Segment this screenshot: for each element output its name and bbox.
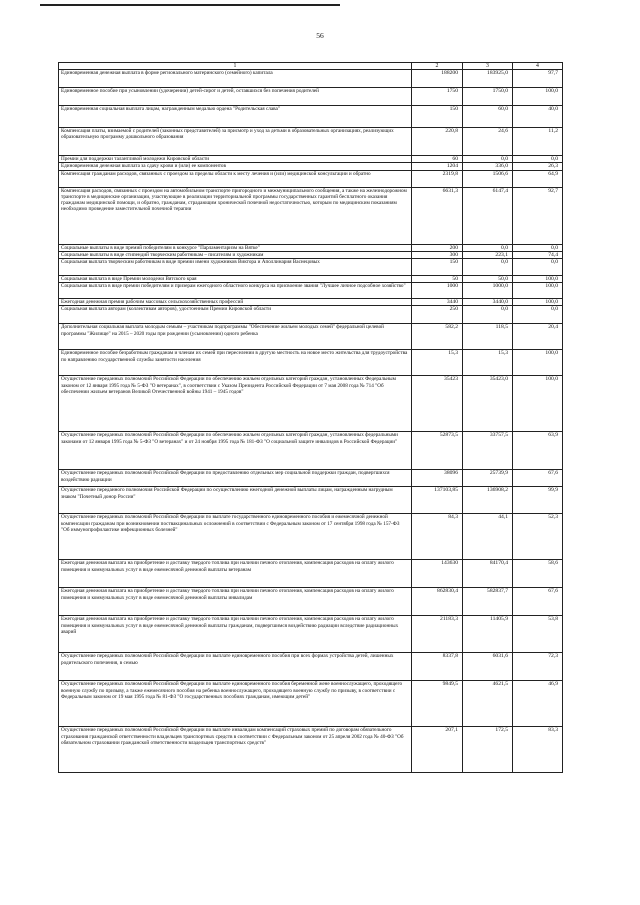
- row-percent-value: 100,0: [513, 283, 563, 299]
- table-row: [59, 727, 563, 773]
- table-row: [59, 299, 563, 306]
- row-actual-value: 44,1: [463, 514, 513, 560]
- row-description: Единовременная денежная выплата в форме регионального материнского (семейного) капитала: [59, 70, 412, 88]
- row-plan-value: 250: [412, 306, 463, 324]
- row-plan-value: 862830,4: [412, 588, 463, 616]
- table-row: [59, 156, 563, 163]
- row-percent-value: 67,6: [513, 470, 563, 487]
- row-percent-value: 92,7: [513, 187, 563, 244]
- row-percent-value: 100,0: [513, 276, 563, 283]
- row-actual-value: 50,0: [463, 276, 513, 283]
- table-row: [59, 324, 563, 350]
- row-actual-value: 0,0: [463, 259, 513, 276]
- table-row: [59, 70, 563, 88]
- row-plan-value: 150: [412, 106, 463, 128]
- row-percent-value: 100,0: [513, 88, 563, 106]
- row-actual-value: 33757,5: [463, 432, 513, 470]
- row-percent-value: 40,0: [513, 106, 563, 128]
- expenditure-table: [58, 62, 563, 773]
- row-plan-value: 9849,5: [412, 681, 463, 727]
- row-description: Единовременная денежная выплата за сдачу крови и (или) ее компонентов: [59, 163, 412, 170]
- row-plan-value: 220,8: [412, 128, 463, 156]
- row-percent-value: 72,3: [513, 653, 563, 681]
- row-description: Компенсация платы, взимаемой с родителей (законных представителей) за присмотр и уход за детьми в образовательных организациях, реализующих образовательную программу дошкольного образования: [59, 128, 412, 156]
- row-percent-value: 67,6: [513, 588, 563, 616]
- row-description: Осуществление переданного полномочия Российской Федерации по осуществлению ежегодной денежной выплаты лицам, награжденным нагрудным знаком "Почетный донор России": [59, 487, 412, 514]
- row-description: Осуществление переданных полномочий Российской Федерации по выплате единовременного пособия при всех формах устройства детей, лишенных родительского попечения, в семью: [59, 653, 412, 681]
- table-row: [59, 653, 563, 681]
- report-sheet: [58, 62, 562, 773]
- row-actual-value: 4621,5: [463, 681, 513, 727]
- row-description: Социальная выплата в виде премии победителям и призерам ежегодного областного конкурса на присвоение звания "Лучшее личное подсобное хозяйство": [59, 283, 412, 299]
- row-percent-value: 53,8: [513, 616, 563, 653]
- table-row: [59, 350, 563, 376]
- row-plan-value: 207,1: [412, 727, 463, 773]
- row-description: Дополнительная социальная выплата молодым семьям – участникам подпрограммы "Обеспечение жильем молодых семей" федеральной целевой программы "Жилище" на 2015 – 2020 годы при рождении (усыновлении) одного ребенка: [59, 324, 412, 350]
- row-plan-value: 3440: [412, 299, 463, 306]
- row-description: Единовременное пособие безработным гражданам и членам их семей при переселении в другую местность на новое место жительства для трудоустройства по направлению государственной службы занятости населения: [59, 350, 412, 376]
- row-actual-value: 6147,4: [463, 187, 513, 244]
- row-actual-value: 0,0: [463, 244, 513, 251]
- row-description: Социальная выплата авторам (коллективам авторов), удостоенным Премии Кировской области: [59, 306, 412, 324]
- row-percent-value: 63,9: [513, 432, 563, 470]
- row-actual-value: 223,1: [463, 251, 513, 258]
- row-actual-value: 0,0: [463, 306, 513, 324]
- row-plan-value: 21183,3: [412, 616, 463, 653]
- table-row: [59, 187, 563, 244]
- row-percent-value: 0,0: [513, 244, 563, 251]
- table-row: [59, 681, 563, 727]
- table-row: [59, 376, 563, 432]
- table-header-row: [59, 63, 563, 70]
- row-actual-value: 15,3: [463, 350, 513, 376]
- row-plan-value: 2319,8: [412, 170, 463, 187]
- row-description: Единовременная социальная выплата лицам, награжденным медалью ордена "Родительская слава": [59, 106, 412, 128]
- row-actual-value: 1000,0: [463, 283, 513, 299]
- row-actual-value: 336,0: [463, 163, 513, 170]
- row-description: Премии для поддержки талантливой молодежи Кировской области: [59, 156, 412, 163]
- header-col-2: 2: [412, 63, 463, 70]
- table-row: [59, 283, 563, 299]
- row-percent-value: 52,3: [513, 514, 563, 560]
- table-row: [59, 588, 563, 616]
- row-actual-value: 183925,0: [463, 70, 513, 88]
- table-row: [59, 251, 563, 258]
- table-row: [59, 470, 563, 487]
- row-plan-value: 143630: [412, 560, 463, 588]
- row-description: Единовременное пособие при усыновлении (удочерении) детей-сирот и детей, оставшихся без попечения родителей: [59, 88, 412, 106]
- row-plan-value: 582,2: [412, 324, 463, 350]
- table-row: [59, 560, 563, 588]
- table-row: [59, 88, 563, 106]
- row-description: Ежегодная денежная выплата на приобретение и доставку твердого топлива при наличии печного отопления, компенсация расходов на оплату жилого помещения и коммунальных услуг в виде ежемесячной денежной выплаты гражданам, подвергшимся воздействию радиации вследствие радиационных аварий: [59, 616, 412, 653]
- row-description: Ежегодная денежная выплата на приобретение и доставку твердого топлива при наличии печного отопления, компенсация расходов на оплату жилого помещения и коммунальных услуг в виде ежемесячной денежной выплаты инвалидам: [59, 588, 412, 616]
- row-plan-value: 8337,8: [412, 653, 463, 681]
- row-plan-value: 6631,3: [412, 187, 463, 244]
- table-row: [59, 259, 563, 276]
- header-col-1: 1: [59, 63, 412, 70]
- row-description: Осуществление переданных полномочий Российской Федерации по выплате инвалидам компенсаций страховых премий по договорам обязательного страхования гражданской ответственности владельцев транспортных средств в соответствии с Федеральным законом от 25 апреля 2002 года № 40-ФЗ "Об обязательном страховании гражданской ответственности владельцев транспортных средств": [59, 727, 412, 773]
- row-percent-value: 11,2: [513, 128, 563, 156]
- table-row: [59, 514, 563, 560]
- table-row: [59, 163, 563, 170]
- row-description: Социальная выплата творческим работникам в виде премии имени художников Виктора и Аполлинария Васнецовых: [59, 259, 412, 276]
- row-description: Социальная выплата в виде Премии молодежи Вятского края: [59, 276, 412, 283]
- row-description: Социальные выплаты в виде стипендий творческим работникам – писателям и художникам: [59, 251, 412, 258]
- page-number: 56: [316, 31, 324, 40]
- table-row: [59, 106, 563, 128]
- row-plan-value: 1750: [412, 88, 463, 106]
- row-percent-value: 0,0: [513, 156, 563, 163]
- table-row: [59, 244, 563, 251]
- row-plan-value: 150: [412, 259, 463, 276]
- row-description: Осуществление переданных полномочий Российской Федерации по обеспечению жильем отдельных категорий граждан, установленных федеральными законами от 12 января 1995 года № 5-ФЗ "О ветеранах" и от 24 ноября 1995 года № 181-ФЗ "О социальной защите инвалидов в Российской Федерации": [59, 432, 412, 470]
- row-plan-value: 15,3: [412, 350, 463, 376]
- row-plan-value: 35423: [412, 376, 463, 432]
- row-percent-value: 64,9: [513, 170, 563, 187]
- table-row: [59, 487, 563, 514]
- row-actual-value: 3440,0: [463, 299, 513, 306]
- row-actual-value: 582837,7: [463, 588, 513, 616]
- table-row: [59, 276, 563, 283]
- row-description: Осуществление переданных полномочий Российской Федерации по выплате государственного единовременного пособия и ежемесячной денежной компенсации гражданам при возникновении поствакцинальных осложнений в соответствии с Федеральным законом от 17 сентября 1998 года № 157-ФЗ "Об иммунопрофилактике инфекционных болезней": [59, 514, 412, 560]
- row-percent-value: 100,0: [513, 299, 563, 306]
- row-description: Социальные выплаты в виде премий победителям в конкурсе "Парламентаризм на Вятке": [59, 244, 412, 251]
- row-actual-value: 84170,4: [463, 560, 513, 588]
- row-plan-value: 52873,5: [412, 432, 463, 470]
- row-description: Компенсация расходов, связанных с проездом на автомобильном транспорте пригородного и межмуниципального сообщения, а также на железнодорожном транспорте в медицинские организации, участвующие в реализации территориальной программы государственных гарантий бесплатного оказания гражданам медицинской помощи, и обратно, гражданам, страдающим хронической почечной недостаточностью, которым по медицинским показаниям необходимо проведение заместительной почечной терапии: [59, 187, 412, 244]
- row-actual-value: 25739,9: [463, 470, 513, 487]
- row-percent-value: 100,0: [513, 350, 563, 376]
- row-description: Ежегодная денежная выплата на приобретение и доставку твердого топлива при наличии печного отопления, компенсация расходов на оплату жилого помещения и коммунальных услуг в виде ежемесячной денежной выплаты ветеранам: [59, 560, 412, 588]
- row-percent-value: 58,6: [513, 560, 563, 588]
- row-plan-value: 188200: [412, 70, 463, 88]
- row-plan-value: 84,3: [412, 514, 463, 560]
- row-plan-value: 50: [412, 276, 463, 283]
- row-actual-value: 0,0: [463, 156, 513, 163]
- row-plan-value: 60: [412, 156, 463, 163]
- header-col-4: 4: [513, 63, 563, 70]
- table-row: [59, 432, 563, 470]
- row-actual-value: 24,6: [463, 128, 513, 156]
- row-actual-value: 136908,2: [463, 487, 513, 514]
- row-description: Осуществление переданных полномочий Российской Федерации по предоставлению отдельных мер социальной поддержки граждан, подвергшихся воздействию радиации: [59, 470, 412, 487]
- row-percent-value: 0,0: [513, 259, 563, 276]
- row-actual-value: 118,5: [463, 324, 513, 350]
- header-col-3: 3: [463, 63, 513, 70]
- row-description: Компенсация гражданам расходов, связанных с проездом за пределы области к месту лечения и (или) медицинской консультации и обратно: [59, 170, 412, 187]
- row-description: Осуществление переданных полномочий Российской Федерации по выплате единовременного пособия беременной жене военнослужащего, проходящего военную службу по призыву, а также ежемесячного пособия на ребенка военнослужащего, проходящего военную службу по призыву, в соответствии с Федеральным законом от 19 мая 1995 года № 81-ФЗ "О государственных пособиях гражданам, имеющим детей": [59, 681, 412, 727]
- row-plan-value: 38096: [412, 470, 463, 487]
- row-plan-value: 137103,85: [412, 487, 463, 514]
- row-percent-value: 0,0: [513, 306, 563, 324]
- row-description: Осуществление переданных полномочий Российской Федерации по обеспечению жильем отдельных категорий граждан, установленных Федеральным законом от 12 января 1995 года № 5-ФЗ "О ветеранах", в соответствии с Указом Президента Российской Федерации от 7 мая 2008 года № 714 "Об обеспечении жильем ветеранов Великой Отечественной войны 1941 – 1945 годов": [59, 376, 412, 432]
- table-row: [59, 306, 563, 324]
- row-percent-value: 100,0: [513, 376, 563, 432]
- row-actual-value: 11405,9: [463, 616, 513, 653]
- table-row: [59, 170, 563, 187]
- row-percent-value: 46,9: [513, 681, 563, 727]
- row-percent-value: 26,3: [513, 163, 563, 170]
- row-actual-value: 6031,6: [463, 653, 513, 681]
- row-description: Ежегодная денежная премия рабочим массовых сельскохозяйственных профессий: [59, 299, 412, 306]
- row-plan-value: 200: [412, 244, 463, 251]
- row-percent-value: 83,3: [513, 727, 563, 773]
- row-percent-value: 99,9: [513, 487, 563, 514]
- table-row: [59, 128, 563, 156]
- table-row: [59, 616, 563, 653]
- row-plan-value: 1000: [412, 283, 463, 299]
- row-plan-value: 300: [412, 251, 463, 258]
- row-actual-value: 35423,0: [463, 376, 513, 432]
- row-actual-value: 1506,6: [463, 170, 513, 187]
- row-actual-value: 60,0: [463, 106, 513, 128]
- row-percent-value: 97,7: [513, 70, 563, 88]
- row-actual-value: 172,5: [463, 727, 513, 773]
- row-percent-value: 74,4: [513, 251, 563, 258]
- top-rule: [40, 4, 340, 6]
- row-plan-value: 1204: [412, 163, 463, 170]
- row-actual-value: 1750,0: [463, 88, 513, 106]
- row-percent-value: 20,4: [513, 324, 563, 350]
